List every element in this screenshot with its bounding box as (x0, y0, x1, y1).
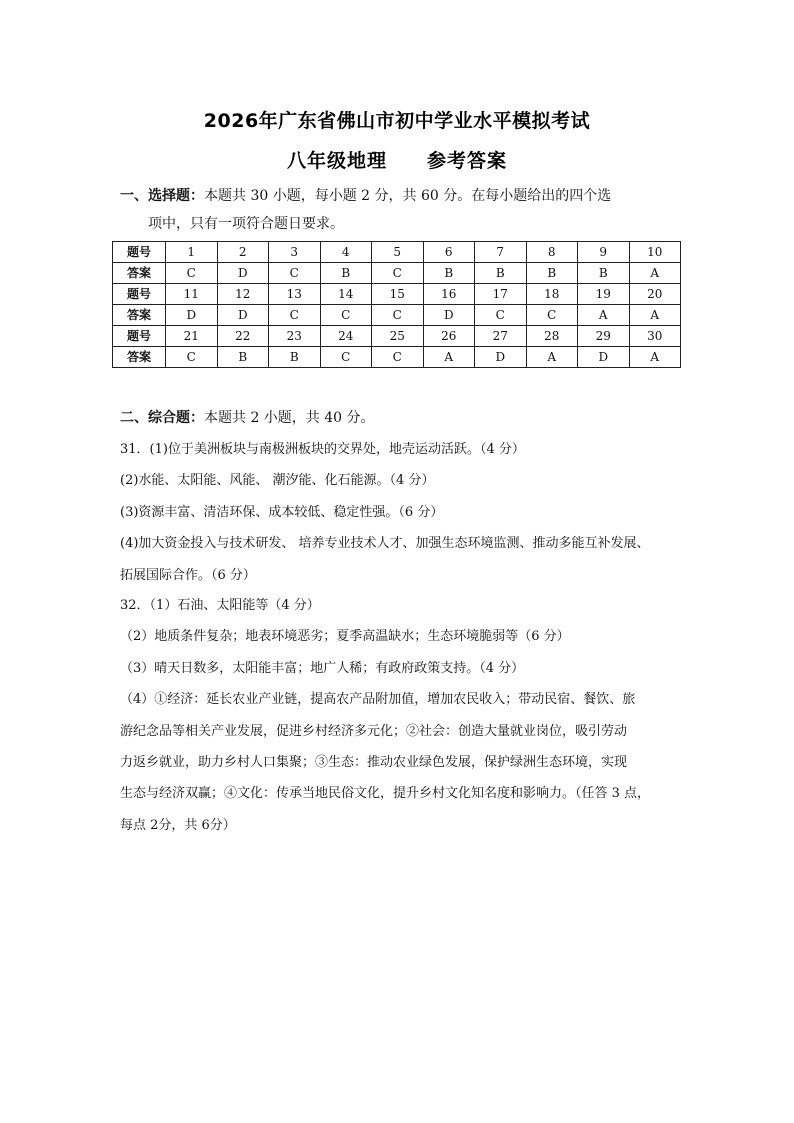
table-cell: 28 (526, 326, 578, 347)
table-cell: 10 (629, 242, 681, 263)
table-cell: 18 (526, 284, 578, 305)
table-cell: B (320, 263, 372, 284)
page-subtitle (0, 146, 794, 173)
q32-part4-line4: 生态与经济双赢；④文化：传承当地民俗文化，提升乡村文化知名度和影响力。（任答 3 点， (120, 786, 651, 802)
table-cell: C (320, 305, 372, 326)
table-cell: D (475, 347, 527, 368)
table-cell: 12 (217, 284, 269, 305)
table-cell: B (578, 263, 630, 284)
table-row (113, 305, 681, 326)
q32-part1: 32．（1）石油、太阳能等（4 分） (120, 598, 320, 613)
q32-part2: （2）地质条件复杂；地表环境恶劣；夏季高温缺水；生态环境脆弱等（6 分） (120, 629, 570, 645)
table-row-header: 题号 (113, 284, 166, 305)
table-cell: C (526, 305, 578, 326)
table-cell: B (526, 263, 578, 284)
subtitle-subject: 八年级地理 (286, 150, 387, 172)
section-choice-heading (120, 182, 690, 238)
table-cell: 4 (320, 242, 372, 263)
q32-part4-line3: 力返乡就业，助力乡村人口集聚；③生态：推动农业绿色发展，保护绿洲生态环境，实现 (120, 755, 628, 771)
table-cell: 6 (423, 242, 475, 263)
table-cell: B (423, 263, 475, 284)
table-row-header: 答案 (113, 347, 166, 368)
table-row-header: 答案 (113, 305, 166, 326)
table-cell: 22 (217, 326, 269, 347)
table-cell: C (320, 347, 372, 368)
table-cell: A (526, 347, 578, 368)
table-cell: 23 (269, 326, 321, 347)
table-cell: C (166, 347, 218, 368)
table-cell: A (629, 347, 681, 368)
table-cell: 17 (475, 284, 527, 305)
q32-part3: （3）晴天日数多，太阳能丰富；地广人稀；有政府政策支持。（4 分） (120, 660, 525, 676)
question-32-answers (120, 590, 685, 841)
table-row-header: 题号 (113, 326, 166, 347)
question-31-answers (120, 434, 685, 591)
table-cell: 11 (166, 284, 218, 305)
q32-part4-line2: 游纪念品等相关产业发展，促进乡村经济多元化；②社会：创造大量就业岗位，吸引劳动 (120, 723, 628, 739)
table-cell: C (372, 263, 424, 284)
table-cell: 20 (629, 284, 681, 305)
table-cell: B (217, 347, 269, 368)
table-cell: 5 (372, 242, 424, 263)
table-cell: 3 (269, 242, 321, 263)
table-cell: 21 (166, 326, 218, 347)
table-row-header: 题号 (113, 242, 166, 263)
table-cell: 16 (423, 284, 475, 305)
page-title: 2026年广东省佛山市初中学业水平模拟考试 (203, 110, 591, 132)
table-cell: 14 (320, 284, 372, 305)
table-cell: C (166, 263, 218, 284)
table-row (113, 263, 681, 284)
table-cell: 7 (475, 242, 527, 263)
table-cell: 2 (217, 242, 269, 263)
table-cell: C (372, 305, 424, 326)
table-cell: D (217, 305, 269, 326)
table-cell: C (269, 305, 321, 326)
table-cell: 27 (475, 326, 527, 347)
answer-table (112, 241, 681, 368)
table-cell: A (629, 263, 681, 284)
table-cell: A (423, 347, 475, 368)
section-choice-lead: 一、选择题： (120, 188, 204, 204)
table-row (113, 284, 681, 305)
section-choice-text2: 项中，只有一项符合题日要求。 (148, 216, 344, 232)
section-comprehensive-lead: 二、综合题： (120, 410, 204, 426)
q31-part3: (3)资源丰富、清洁环保、成本较低、稳定性强。（6 分） (120, 504, 444, 520)
table-row-header: 答案 (113, 263, 166, 284)
table-cell: B (475, 263, 527, 284)
table-row (113, 242, 681, 263)
table-cell: 26 (423, 326, 475, 347)
table-cell: 25 (372, 326, 424, 347)
q31-part2: (2)水能、太阳能、风能、 潮汐能、化石能源。（4 分） (120, 473, 435, 489)
table-cell: A (629, 305, 681, 326)
table-cell: C (475, 305, 527, 326)
section-choice-text1: 本题共 30 小题，每小题 2 分，共 60 分。在每小题给出的四个选 (204, 188, 612, 204)
q31-part4-line1: (4)加大资金投入与技术研发、 培养专业技术人才、加强生态环境监测、推动多能互补发展、 (120, 536, 650, 552)
table-cell: D (423, 305, 475, 326)
table-row (113, 347, 681, 368)
table-cell: 13 (269, 284, 321, 305)
table-cell: 19 (578, 284, 630, 305)
table-cell: 9 (578, 242, 630, 263)
table-cell: 24 (320, 326, 372, 347)
table-cell: A (578, 305, 630, 326)
table-cell: D (166, 305, 218, 326)
table-cell: 8 (526, 242, 578, 263)
table-cell: C (372, 347, 424, 368)
section-choice-line1 (120, 182, 690, 210)
q31-part1: 31．(1)位于美洲板块与南极洲板块的交界处，地壳运动活跃。（4 分） (120, 442, 525, 457)
subtitle-answer-key: 参考答案 (427, 150, 508, 172)
q32-part4-line1: （4）①经济：延长农业产业链，提高农产品附加值，增加农民收入；带动民宿、餐饮、旅 (120, 692, 636, 708)
q31-part4-line2: 拓展国际合作。（6 分） (120, 567, 256, 583)
table-cell: 30 (629, 326, 681, 347)
q32-part4-line5: 每点 2分，共 6分） (120, 817, 236, 833)
table-cell: B (269, 347, 321, 368)
table-cell: D (578, 347, 630, 368)
table-cell: 29 (578, 326, 630, 347)
table-cell: C (269, 263, 321, 284)
table-cell: 15 (372, 284, 424, 305)
table-row (113, 326, 681, 347)
section-comprehensive-heading (120, 404, 690, 432)
table-cell: D (217, 263, 269, 284)
section-comprehensive-text: 本题共 2 小题，共 40 分。 (204, 410, 375, 426)
table-cell: 1 (166, 242, 218, 263)
